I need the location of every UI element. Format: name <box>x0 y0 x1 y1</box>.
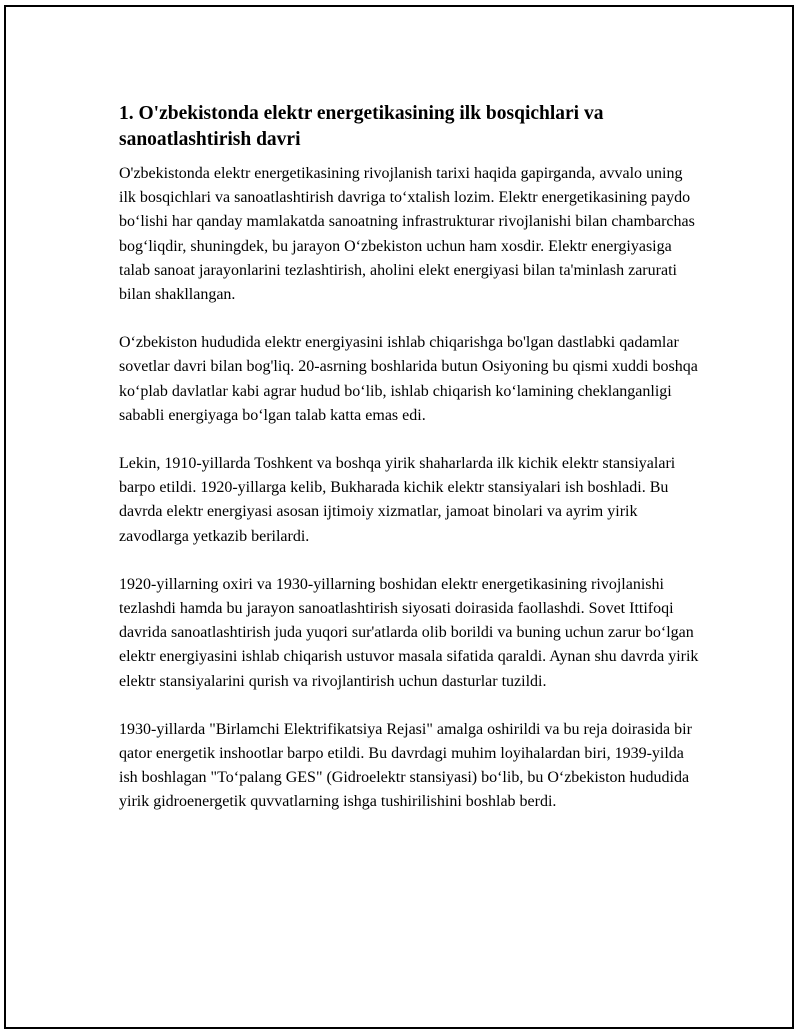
paragraph-first-steps: O‘zbekiston hududida elektr energiyasini ishlab chiqarishga bo'lgan dastlabki qadamlar sovetlar davri bilan bog'liq. 20-asrning boshlarida butun Osiyoning bu qismi xuddi boshqa ko‘plab davlatlar kabi agrar hudud bo‘lib, ishlab chiqarish ko‘lamining cheklanganligi sababli energiyaga bo‘lgan talab katta emas edi. <box>119 334 698 424</box>
paragraph-industrialization: 1920-yillarning oxiri va 1930-yillarning boshidan elektr energetikasining rivojlanishi tezlashdi hamda bu jarayon sanoatlashtirish siyosati doirasida faollashdi. Sovet Ittifoqi davrida sanoatlashtirish juda yuqori sur'atlarda olib borildi va buning uchun zarur bo‘lgan elektr energiyasini ishlab chiqarish ustuvor masala sifatida qaraldi. Aynan shu davrda yirik elektr stansiyalarini qurish va rivojlantirish uchun dasturlar tuzildi. <box>119 575 699 690</box>
paragraph-1910s: Lekin, 1910-yillarda Toshkent va boshqa yirik shaharlarda ilk kichik elektr stansiyalari barpo etildi. 1920-yillarga kelib, Bukharada kichik elektr stansiyalari ish boshladi. Bu davrda elektr energiyasi asosan ijtimoiy xizmatlar, jamoat binolari va ayrim yirik zavodlarga yetkazib berilardi. <box>119 455 676 545</box>
paragraph-1930s: 1930-yillarda "Birlamchi Elektrifikatsiya Rejasi" amalga oshirildi va bu reja doirasida bir qator energetik inshootlar barpo etildi. Bu davrdagi muhim loyihalardan biri, 1939-yilda ish boshlagan "To‘palang GES" (Gidroelektr stansiyasi) bo‘lib, bu O‘zbekiston hududida yirik gidroenergetik quvvatlarning ishga tushirilishini boshlab berdi. <box>119 720 692 811</box>
page-frame <box>4 5 794 1029</box>
section-heading: 1. O'zbekistonda elektr energetikasining ilk bosqichlari va sanoatlashtirish davri <box>119 103 604 150</box>
paragraph-intro: O'zbekistonda elektr energetikasining rivojlanish tarixi haqida gapirganda, avvalo uning ilk bosqichlari va sanoatlashtirish davriga to‘xtalish lozim. Elektr energetikasining paydo bo‘lishi har qanday mamlakatda sanoatning infrastrukturar rivojlanishi bilan chambarchas bog‘liqdir, shuningdek, bu jarayon O‘zbekiston uchun ham xosdir. Elektr energiyasiga talab sanoat jarayonlarini tezlashtirish, aholini elekt energiyasi bilan ta'minlash zarurati bilan shakllangan. <box>119 165 695 304</box>
document-body <box>119 101 699 839</box>
